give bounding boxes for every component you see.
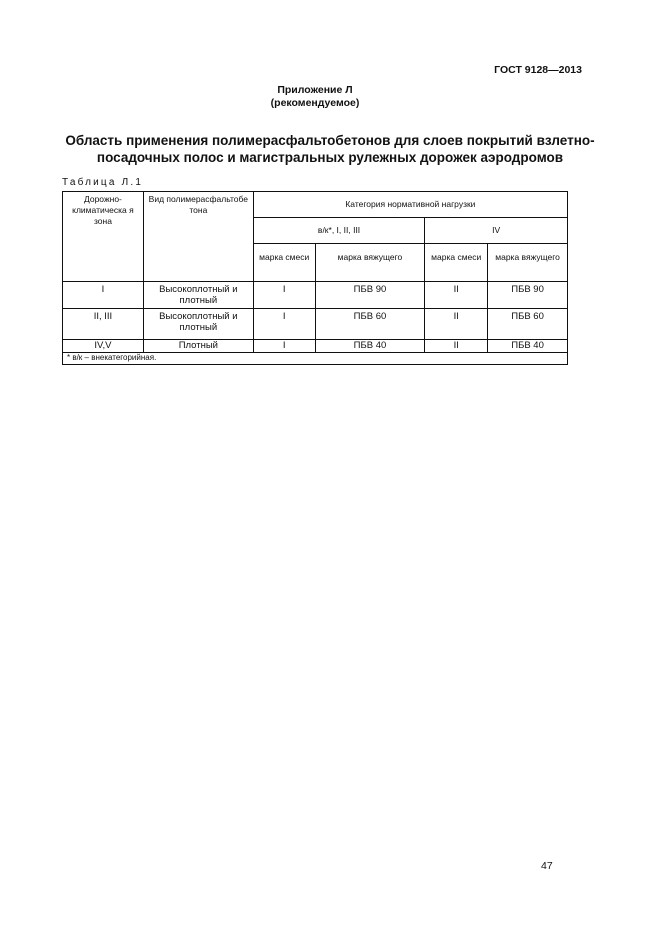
- header-mix-grade-2: марка смеси: [425, 244, 488, 282]
- cell-mix2: II: [425, 282, 488, 309]
- cell-zone: I: [63, 282, 144, 309]
- cell-mix2: II: [425, 340, 488, 353]
- appendix-title: Приложение Л: [277, 84, 353, 96]
- cell-zone: II, III: [63, 309, 144, 340]
- cell-mix1: I: [253, 309, 315, 340]
- header-group-2: IV: [425, 218, 568, 244]
- cell-binder2: ПБВ 90: [488, 282, 568, 309]
- cell-mix1: I: [253, 282, 315, 309]
- data-table: [62, 191, 568, 365]
- cell-binder1: ПБВ 90: [315, 282, 425, 309]
- standard-code: ГОСТ 9128—2013: [494, 64, 582, 76]
- appendix-heading: [0, 84, 630, 110]
- table-row: [63, 340, 568, 353]
- table-footnote: * в/к – внекатегорийная.: [63, 353, 568, 365]
- header-group-1: в/к*, I, II, III: [253, 218, 425, 244]
- table-caption: Таблица Л.1: [62, 177, 144, 188]
- header-binder-grade-1: марка вяжущего: [315, 244, 425, 282]
- page-number: 47: [541, 860, 553, 872]
- table-row: [63, 309, 568, 340]
- header-type: Вид полимерасфальтобе тона: [143, 192, 253, 282]
- appendix-status: (рекомендуемое): [270, 97, 360, 109]
- cell-type: Высокоплотный и плотный: [143, 309, 253, 340]
- header-zone: Дорожно-климатическа я зона: [63, 192, 144, 282]
- cell-type: Плотный: [143, 340, 253, 353]
- cell-binder1: ПБВ 40: [315, 340, 425, 353]
- cell-binder1: ПБВ 60: [315, 309, 425, 340]
- cell-mix2: II: [425, 309, 488, 340]
- table-row: [63, 282, 568, 309]
- cell-type: Высокоплотный и плотный: [143, 282, 253, 309]
- header-binder-grade-2: марка вяжущего: [488, 244, 568, 282]
- cell-binder2: ПБВ 40: [488, 340, 568, 353]
- header-load-category: Категория нормативной нагрузки: [253, 192, 567, 218]
- cell-mix1: I: [253, 340, 315, 353]
- cell-zone: IV,V: [63, 340, 144, 353]
- document-title: Область применения полимерасфальтобетонов для слоев покрытий взлетно-посадочных полос и магистральных рулежных дорожек аэродромов: [65, 133, 595, 165]
- cell-binder2: ПБВ 60: [488, 309, 568, 340]
- header-mix-grade-1: марка смеси: [253, 244, 315, 282]
